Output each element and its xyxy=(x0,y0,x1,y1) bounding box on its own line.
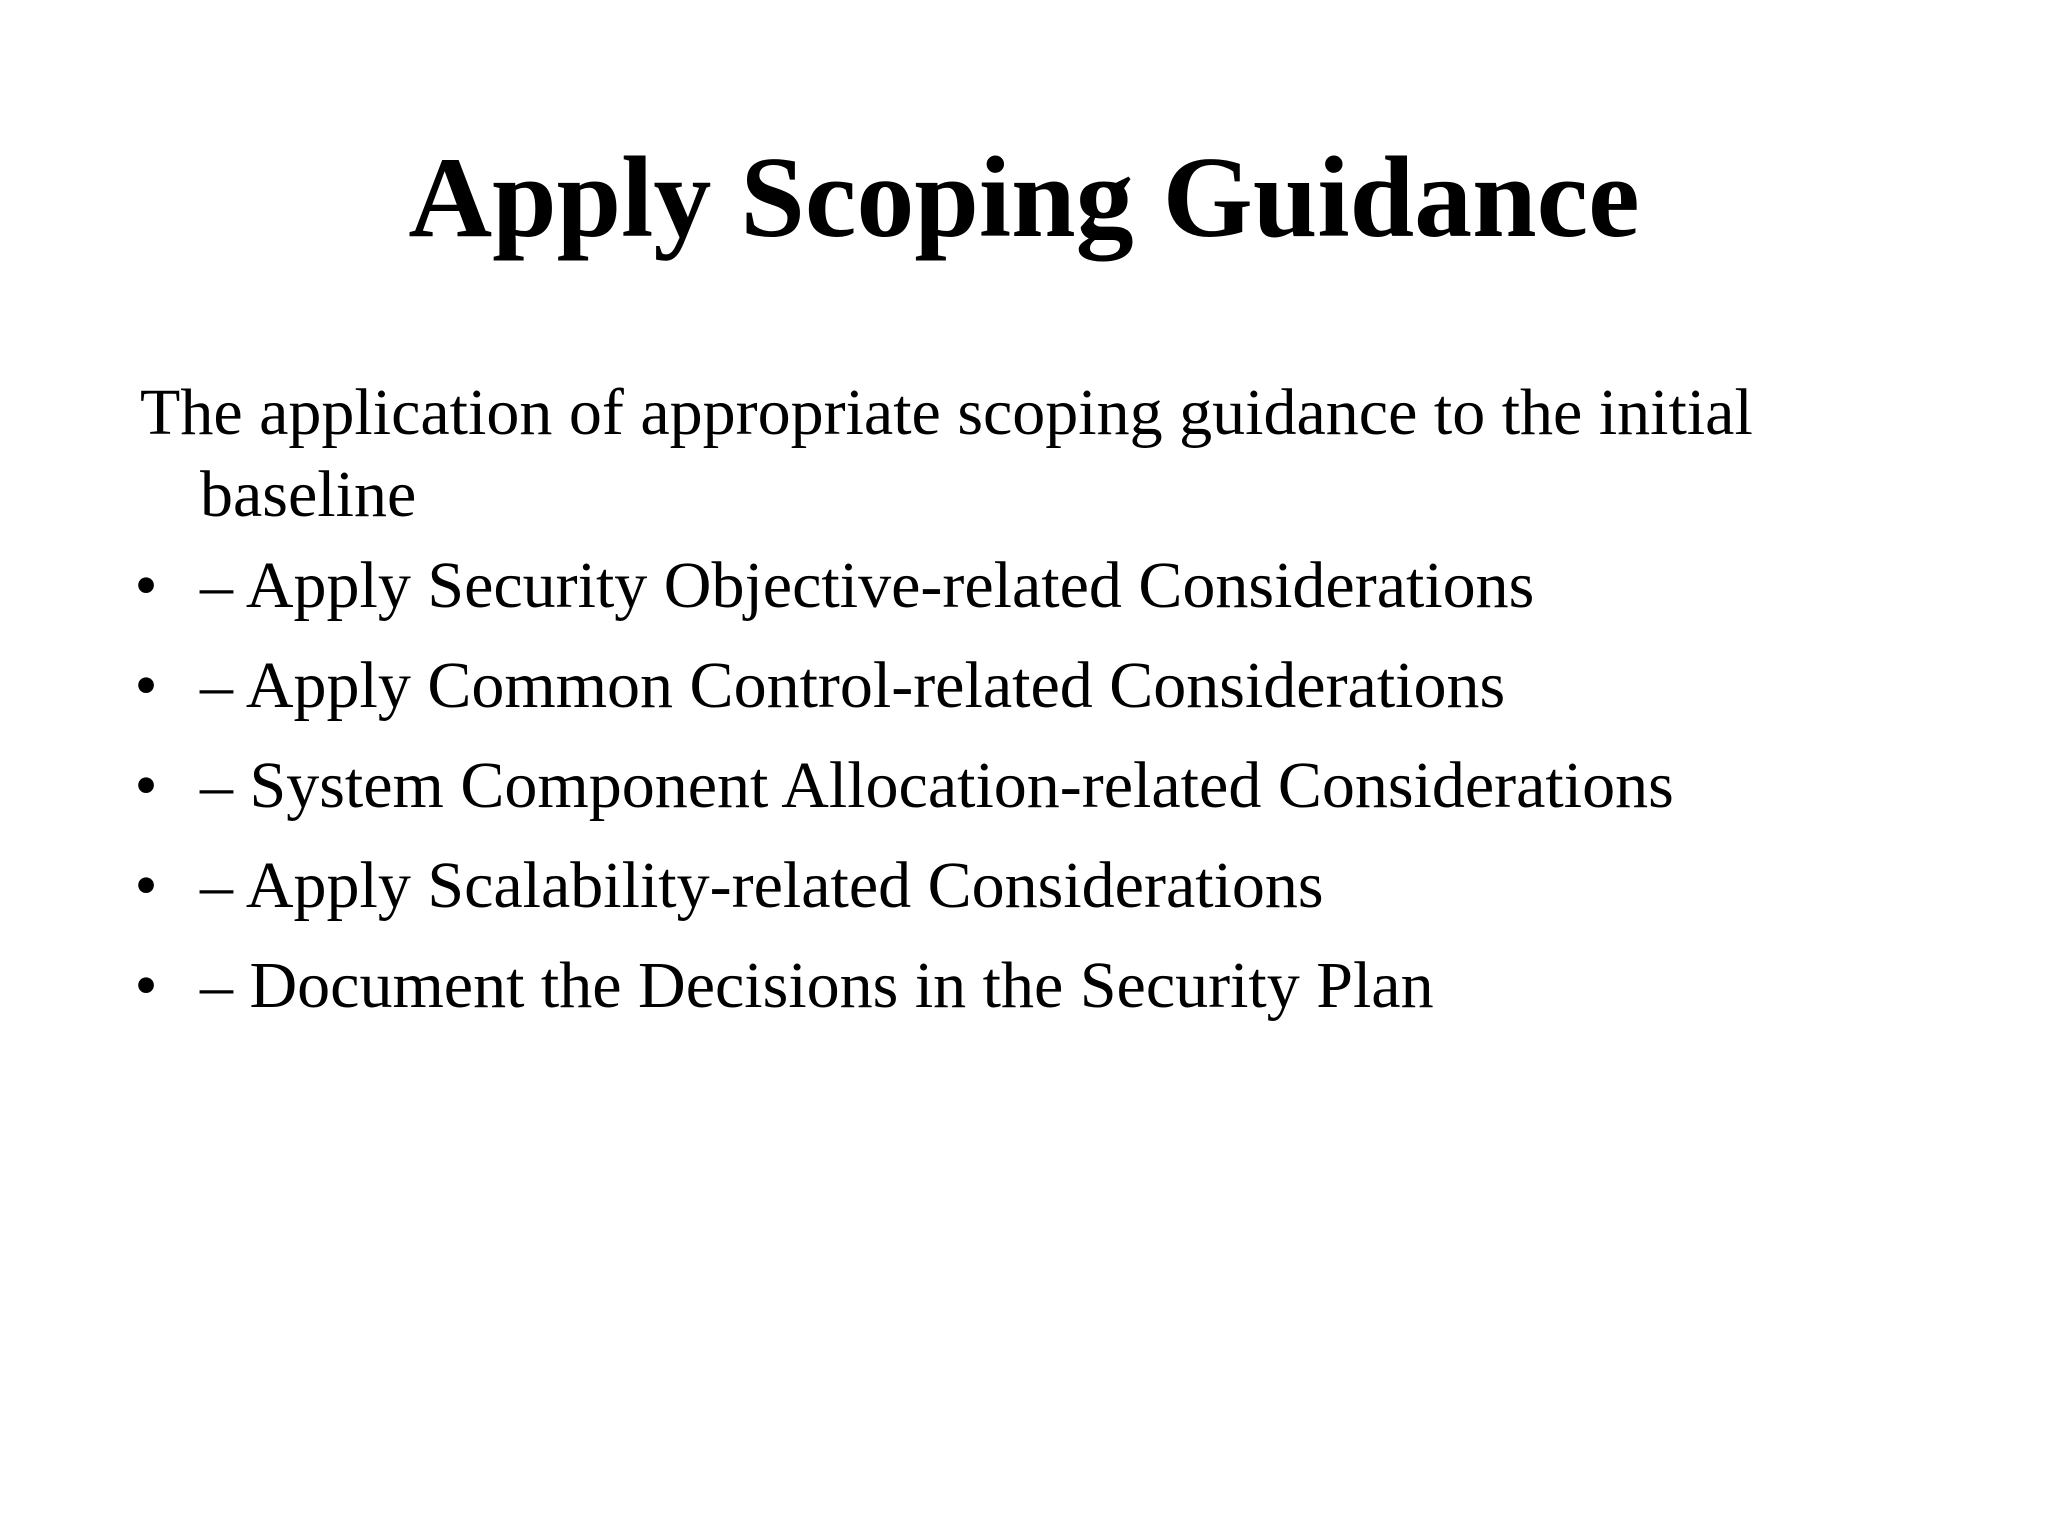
bullet-text: – Document the Decisions in the Security Plan xyxy=(200,949,1434,1022)
bullet-icon: • xyxy=(134,849,158,922)
slide-body xyxy=(134,372,1940,1036)
bullet-text: – System Component Allocation-related Considerations xyxy=(200,749,1674,822)
list-item xyxy=(134,736,1940,836)
bullet-list xyxy=(134,536,1940,1036)
slide-title: Apply Scoping Guidance xyxy=(408,134,1640,262)
list-item xyxy=(134,836,1940,936)
list-item xyxy=(134,536,1940,636)
bullet-text: – Apply Security Objective-related Considerations xyxy=(200,549,1535,622)
bullet-text: – Apply Common Control-related Considerations xyxy=(200,649,1506,722)
bullet-icon: • xyxy=(134,949,158,1022)
bullet-icon: • xyxy=(134,649,158,722)
bullet-icon: • xyxy=(134,549,158,622)
list-item xyxy=(134,636,1940,736)
intro-paragraph: The application of appropriate scoping guidance to the initial baseline xyxy=(140,376,1753,531)
bullet-icon: • xyxy=(134,749,158,822)
bullet-text: – Apply Scalability-related Considerations xyxy=(200,849,1324,922)
list-item xyxy=(134,936,1940,1036)
